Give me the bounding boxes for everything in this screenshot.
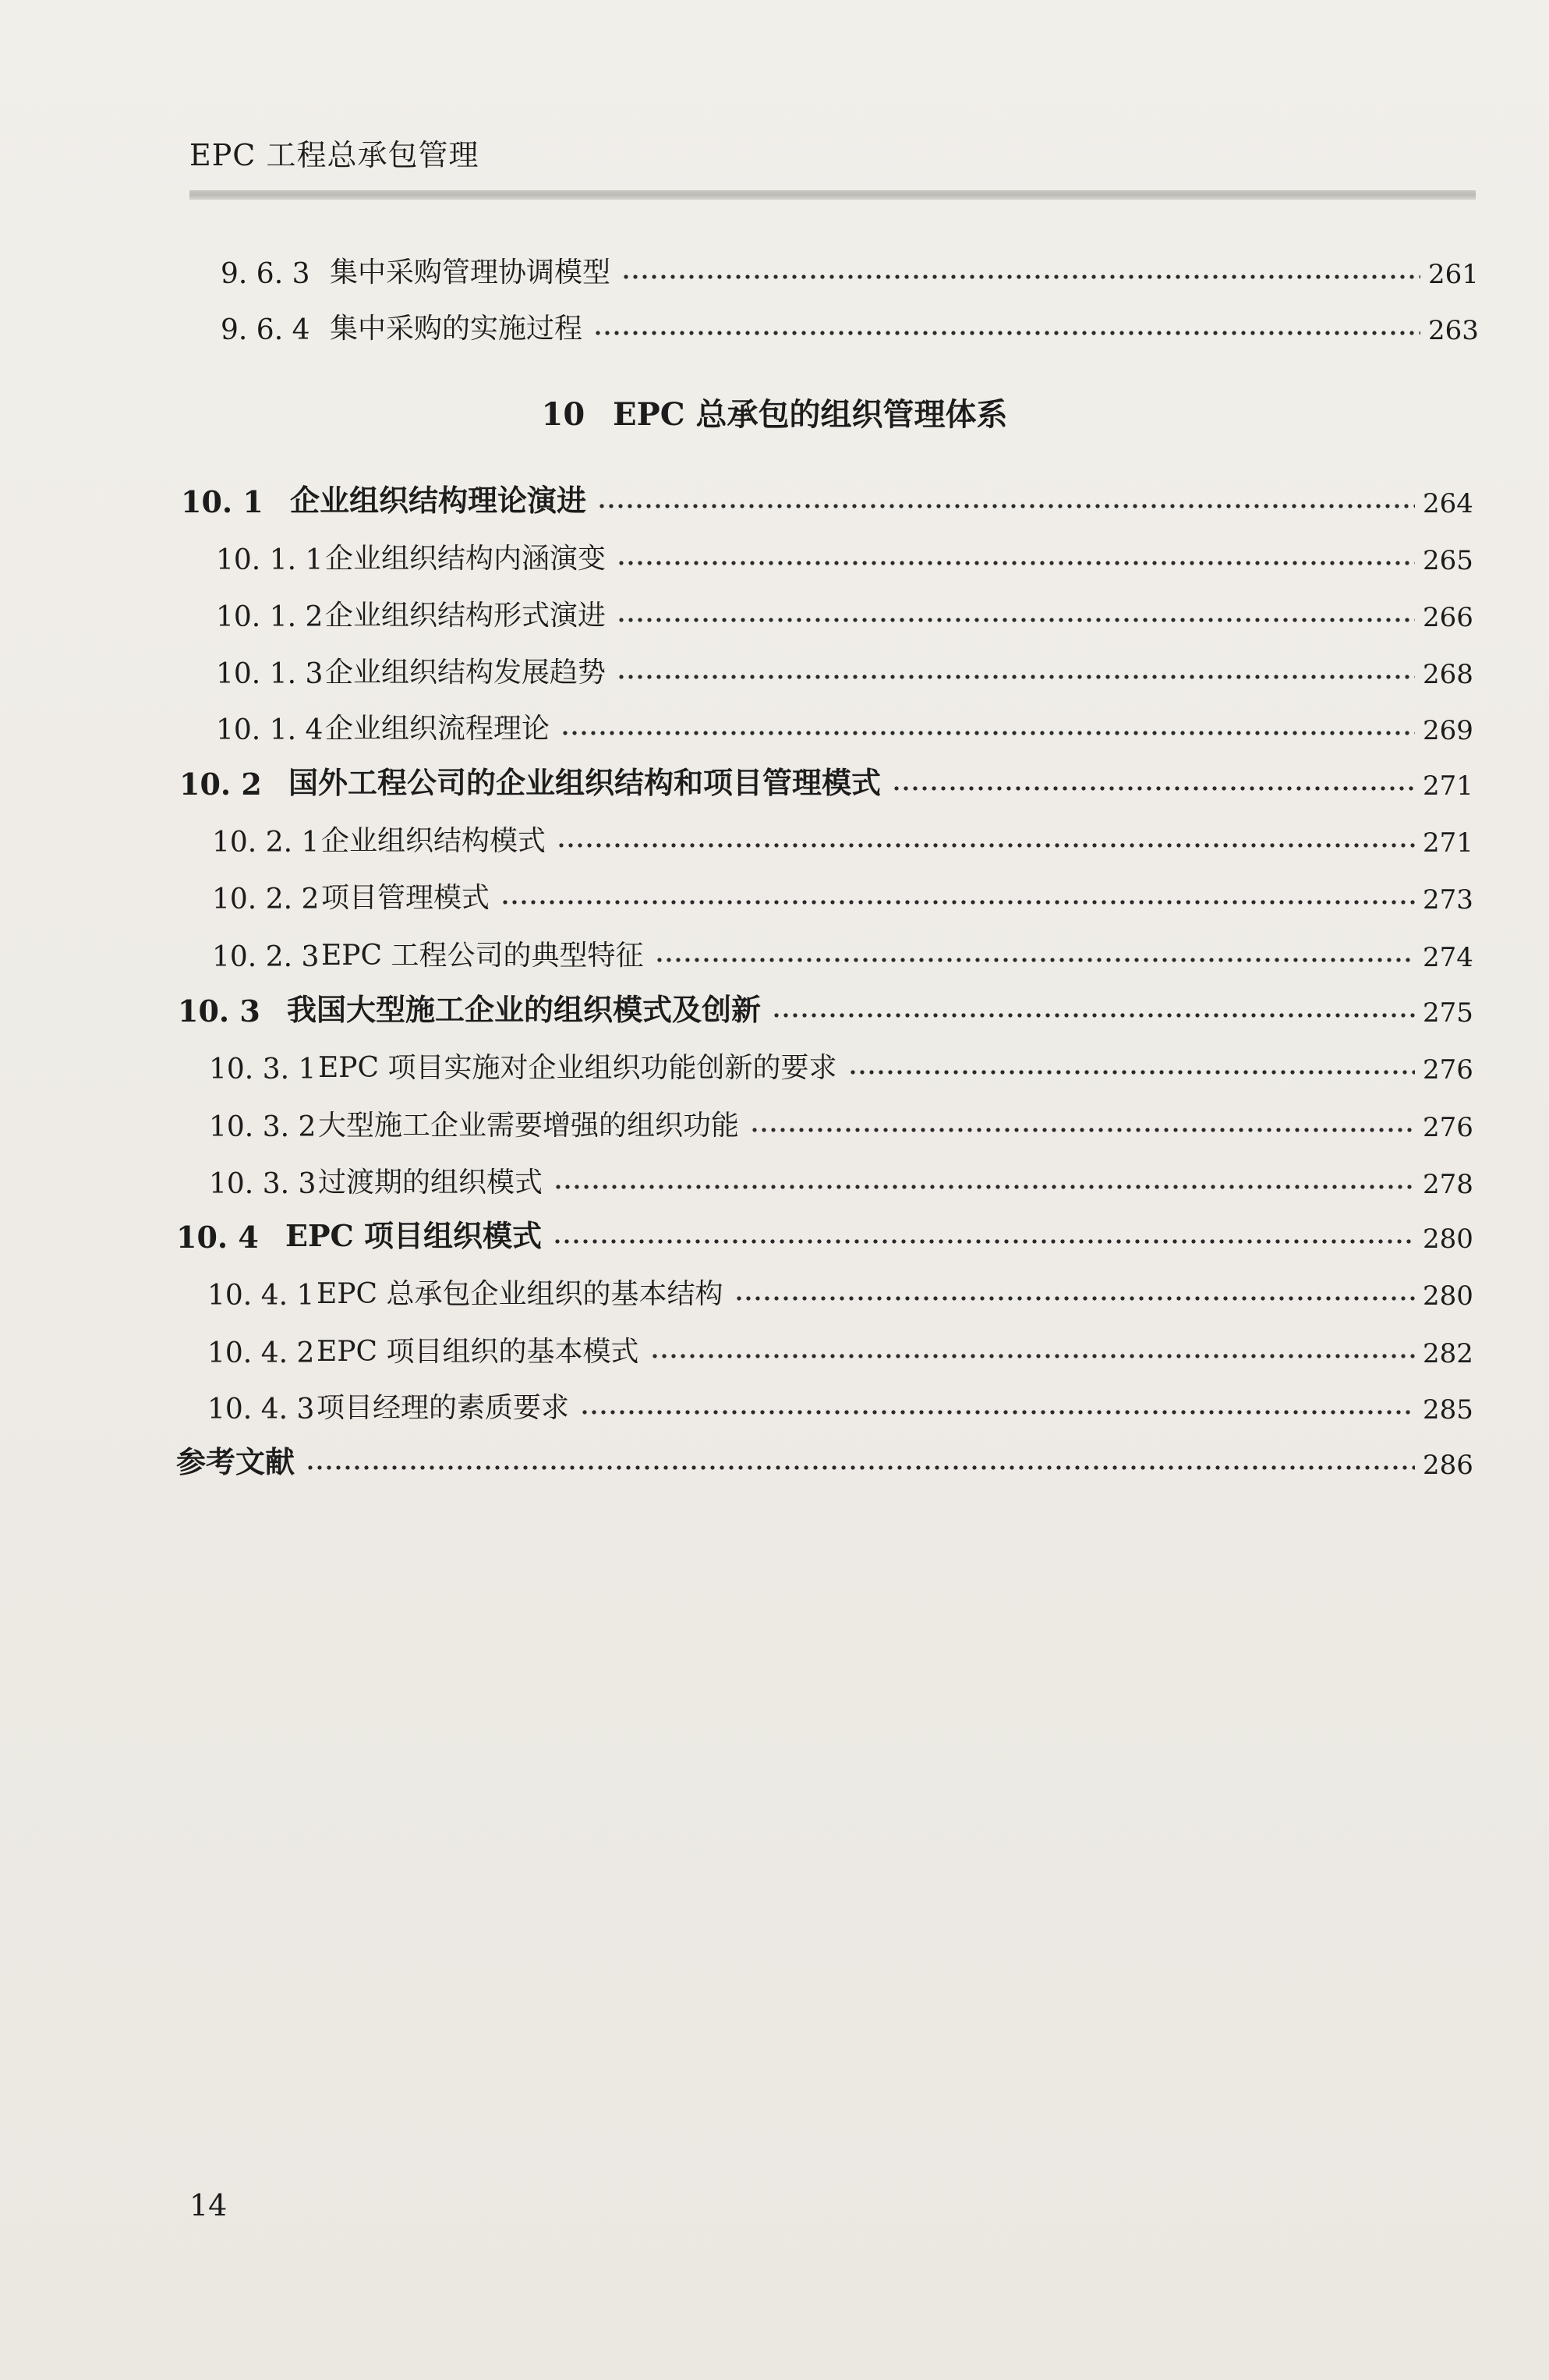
entry-title: 过渡期的组织模式 [318, 1167, 543, 1199]
entry-title: EPC 项目组织的基本模式 [317, 1336, 639, 1368]
entry-number: 10. 1. 4 [216, 714, 324, 746]
entry-page-number: 261 [1428, 259, 1479, 290]
entry-page-number: 264 [1423, 488, 1473, 519]
toc-section-entry [178, 985, 1473, 1029]
chapter-heading [0, 390, 1549, 434]
toc-subsection-entry [216, 533, 1473, 576]
toc-subsection-entry [209, 1042, 1473, 1086]
toc-subsection-entry [212, 930, 1473, 973]
toc-subsection-entry [221, 246, 1479, 290]
entry-number: 9. 6. 4 [221, 314, 310, 346]
toc-subsection-entry [207, 1268, 1473, 1312]
chapter-number: 10 [541, 396, 585, 433]
entry-title: 企业组织结构理论演进 [290, 483, 587, 518]
toc-subsection-entry [207, 1382, 1473, 1426]
entry-number: 10. 4 [176, 1220, 259, 1255]
entry-page-number: 280 [1423, 1224, 1473, 1255]
entry-title: EPC 总承包企业组织的基本结构 [317, 1278, 723, 1310]
entry-page-number: 286 [1423, 1450, 1473, 1481]
entry-page-number: 280 [1423, 1280, 1473, 1312]
dot-leader [655, 956, 1416, 964]
entry-title: EPC 工程公司的典型特征 [321, 940, 644, 972]
entry-page-number: 271 [1423, 827, 1473, 859]
toc-subsection-entry [207, 1326, 1473, 1369]
dot-leader [597, 502, 1415, 510]
entry-number: 10. 3. 1 [209, 1054, 317, 1086]
toc-subsection-entry [216, 590, 1473, 633]
dot-leader [557, 841, 1415, 849]
toc-section-entry [176, 1437, 1473, 1481]
entry-page-number: 276 [1423, 1112, 1473, 1143]
entry-number: 10. 3. 3 [209, 1168, 317, 1200]
dot-leader [580, 1408, 1415, 1416]
toc-section-entry [176, 1211, 1473, 1255]
entry-number: 10. 2. 1 [212, 827, 320, 859]
dot-leader [772, 1011, 1415, 1019]
dot-leader [617, 559, 1415, 567]
entry-page-number: 273 [1423, 884, 1473, 916]
entry-page-number: 271 [1423, 770, 1473, 802]
dot-leader [750, 1126, 1415, 1134]
entry-title: 企业组织结构模式 [321, 825, 546, 857]
entry-page-number: 275 [1423, 997, 1473, 1029]
dot-leader [617, 673, 1415, 681]
toc-subsection-entry [212, 872, 1473, 916]
entry-page-number: 285 [1423, 1394, 1473, 1426]
dot-leader [500, 898, 1415, 906]
toc-subsection-entry [209, 1156, 1473, 1200]
chapter-title: EPC 总承包的组织管理体系 [613, 396, 1008, 433]
entry-page-number: 278 [1423, 1169, 1473, 1200]
dot-leader [892, 784, 1415, 792]
entry-page-number: 269 [1423, 715, 1473, 746]
toc-section-entry [179, 758, 1473, 802]
entry-title: 集中采购管理协调模型 [330, 257, 611, 289]
entry-number: 10. 1 [181, 484, 263, 519]
dot-leader [621, 273, 1420, 281]
entry-title: 项目管理模式 [321, 882, 490, 914]
entry-number: 10. 4. 2 [207, 1337, 315, 1369]
entry-title: 企业组织流程理论 [325, 713, 550, 745]
entry-page-number: 282 [1423, 1338, 1473, 1369]
entry-number: 10. 4. 1 [207, 1280, 315, 1312]
entry-number: 10. 4. 3 [207, 1394, 315, 1426]
dot-leader [306, 1464, 1415, 1472]
entry-title: 大型施工企业需要增强的组织功能 [318, 1110, 740, 1142]
entry-title: EPC 项目实施对企业组织功能创新的要求 [318, 1052, 837, 1084]
dot-leader [593, 329, 1420, 337]
entry-page-number: 274 [1423, 942, 1473, 973]
entry-page-number: 268 [1423, 659, 1473, 690]
entry-title: 集中采购的实施过程 [330, 313, 583, 345]
toc-subsection-entry [216, 703, 1473, 746]
entry-number: 10. 2. 3 [212, 941, 320, 973]
dot-leader [650, 1352, 1416, 1360]
entry-page-number: 265 [1423, 545, 1473, 576]
entry-title: 企业组织结构形式演进 [325, 600, 607, 632]
folio-page-number: 14 [189, 2188, 228, 2222]
entry-title: 我国大型施工企业的组织模式及创新 [287, 992, 762, 1027]
toc-section-entry [181, 476, 1473, 519]
dot-leader [553, 1183, 1415, 1191]
entry-number: 10. 1. 3 [216, 658, 324, 690]
entry-number: 10. 1. 2 [216, 601, 324, 633]
entry-page-number: 266 [1423, 602, 1473, 633]
toc-subsection-entry [212, 815, 1473, 859]
dot-leader [848, 1068, 1416, 1076]
running-header: EPC 工程总承包管理 [189, 138, 479, 172]
entry-number: 10. 3. 2 [209, 1111, 317, 1143]
dot-leader [553, 1238, 1415, 1245]
entry-number: 10. 2. 2 [212, 884, 320, 916]
entry-number: 9. 6. 3 [221, 258, 310, 290]
dot-leader [617, 616, 1415, 624]
dot-leader [561, 729, 1415, 737]
entry-number: 10. 3 [178, 993, 260, 1029]
toc-subsection-entry [209, 1100, 1473, 1143]
entry-title: 参考文献 [176, 1444, 295, 1479]
entry-page-number: 263 [1428, 315, 1479, 346]
entry-title: 企业组织结构内涵演变 [325, 543, 607, 575]
entry-title: 项目经理的素质要求 [317, 1392, 570, 1424]
entry-number: 10. 2 [179, 767, 262, 802]
toc-subsection-entry [216, 646, 1473, 690]
entry-title: 国外工程公司的企业组织结构和项目管理模式 [288, 765, 882, 800]
entry-number: 10. 1. 1 [216, 544, 324, 576]
entry-title: EPC 项目组织模式 [285, 1218, 543, 1253]
entry-title: 企业组织结构发展趋势 [325, 657, 607, 689]
dot-leader [734, 1294, 1416, 1302]
entry-page-number: 276 [1423, 1054, 1473, 1086]
toc-subsection-entry [221, 303, 1479, 346]
